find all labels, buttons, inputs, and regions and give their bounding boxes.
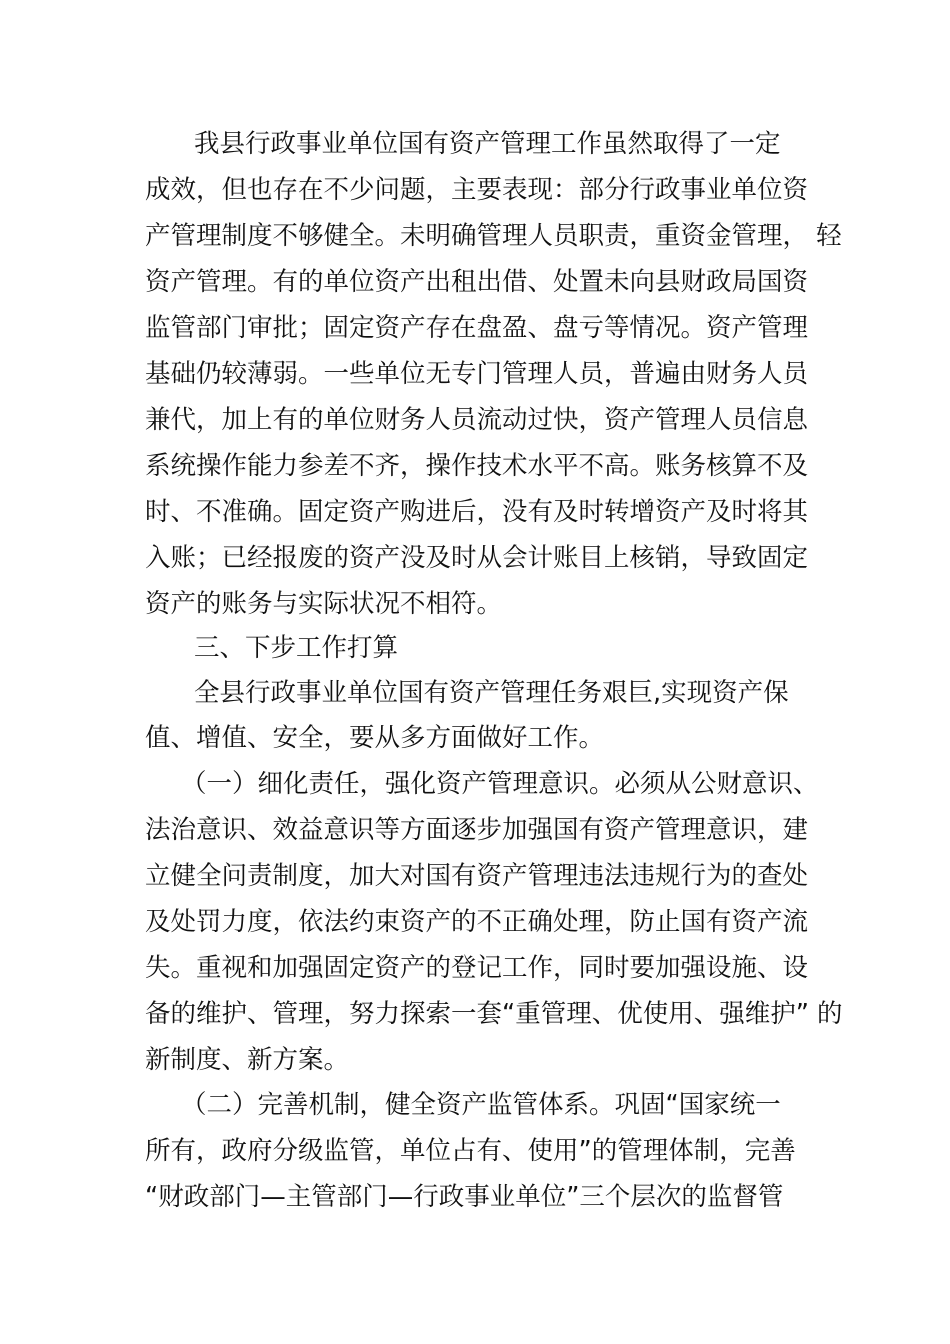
paragraph-line: 所有，政府分级监管，单位占有、使用”的管理体制，完善 — [145, 1136, 796, 1166]
paragraph-line: 备的维护、管理，努力探索一套“重管理、优使用、强维护” 的 — [145, 999, 843, 1029]
paragraph-line: 失。重视和加强固定资产的登记工作，同时要加强设施、设 — [145, 953, 809, 983]
paragraph-line: （二）完善机制，健全资产监管体系。巩固“国家统一 — [181, 1090, 781, 1120]
paragraph-line: 立健全问责制度，加大对国有资产管理违法违规行为的查处 — [145, 861, 809, 891]
paragraph-line: （一）细化责任，强化资产管理意识。必须从公财意识、 — [181, 769, 819, 799]
paragraph-line: 值、增值、安全，要从多方面做好工作。 — [145, 723, 605, 753]
paragraph-line: 法治意识、效益意识等方面逐步加强国有资产管理意识，建 — [145, 815, 809, 845]
paragraph-line: 监管部门审批；固定资产存在盘盈、盘亏等情况。资产管理 — [145, 313, 809, 343]
paragraph-line: 产管理制度不够健全。未明确管理人员职责，重资金管理， 轻 — [145, 221, 842, 251]
paragraph-line: 资产的账务与实际状况不相符。 — [145, 589, 503, 619]
paragraph-line: 基础仍较薄弱。一些单位无专门管理人员，普遍由财务人员 — [145, 359, 809, 389]
paragraph-line: 系统操作能力参差不齐，操作技术水平不高。账务核算不及 — [145, 451, 809, 481]
paragraph-line: 及处罚力度，依法约束资产的不正确处理，防止国有资产流 — [145, 907, 809, 937]
section-heading: 三、下步工作打算 — [194, 633, 399, 663]
paragraph-line: 入账；已经报废的资产没及时从会计账目上核销，导致固定 — [145, 543, 809, 573]
paragraph-line: 新制度、新方案。 — [145, 1045, 350, 1075]
paragraph-line: 成效，但也存在不少问题，主要表现：部分行政事业单位资 — [145, 175, 809, 205]
paragraph-line: 全县行政事业单位国有资产管理任务艰巨,实现资产保 — [194, 678, 789, 708]
paragraph-line: 资产管理。有的单位资产出租出借、处置未向县财政局国资 — [145, 267, 809, 297]
paragraph-line: “财政部门—主管部门—行政事业单位”三个层次的监督管 — [145, 1182, 784, 1212]
paragraph-line: 兼代，加上有的单位财务人员流动过快，资产管理人员信息 — [145, 405, 809, 435]
paragraph-line: 时、不准确。固定资产购进后，没有及时转增资产及时将其 — [145, 497, 809, 527]
paragraph-line: 我县行政事业单位国有资产管理工作虽然取得了一定 — [194, 129, 781, 159]
